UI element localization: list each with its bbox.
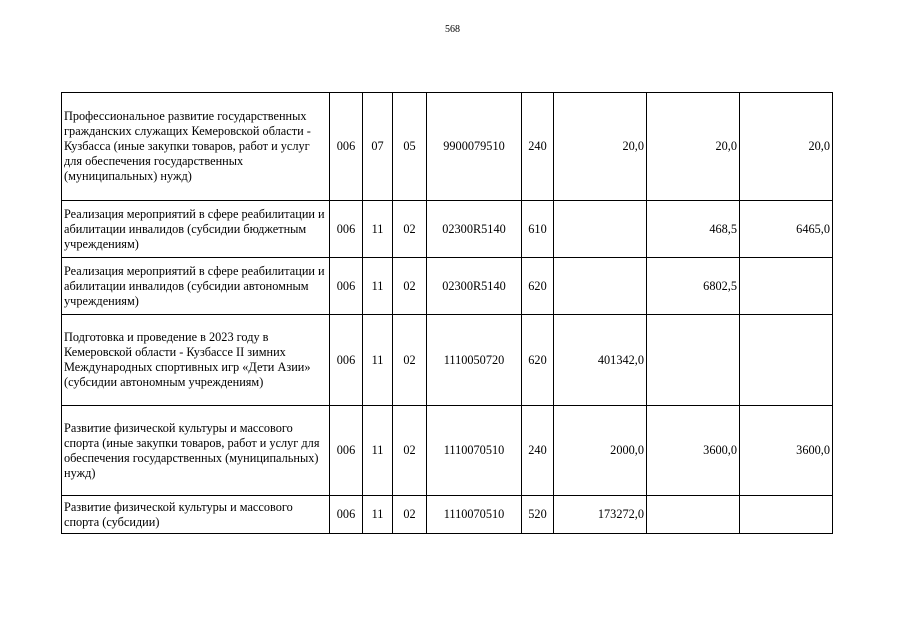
amount-2-cell	[647, 496, 740, 534]
subsection-code-cell: 02	[393, 258, 427, 315]
section-code-cell: 11	[363, 258, 393, 315]
description-cell: Реализация мероприятий в сфере реабилитации и абилитации инвалидов (субсидии автономным учреждениям)	[62, 258, 330, 315]
target-article-cell: 02300R5140	[427, 258, 522, 315]
ministry-code-cell: 006	[330, 93, 363, 201]
amount-3-cell	[740, 258, 833, 315]
amount-2-cell: 6802,5	[647, 258, 740, 315]
ministry-code-cell: 006	[330, 315, 363, 406]
amount-1-cell: 2000,0	[554, 406, 647, 496]
amount-2-cell: 468,5	[647, 201, 740, 258]
amount-3-cell: 3600,0	[740, 406, 833, 496]
ministry-code-cell: 006	[330, 258, 363, 315]
subsection-code-cell: 02	[393, 496, 427, 534]
table-row	[62, 258, 833, 315]
table-row	[62, 496, 833, 534]
expense-type-cell: 240	[522, 93, 554, 201]
description-cell: Реализация мероприятий в сфере реабилитации и абилитации инвалидов (субсидии бюджетным учреждениям)	[62, 201, 330, 258]
amount-1-cell: 173272,0	[554, 496, 647, 534]
target-article-cell: 02300R5140	[427, 201, 522, 258]
ministry-code-cell: 006	[330, 406, 363, 496]
subsection-code-cell: 02	[393, 315, 427, 406]
expense-type-cell: 620	[522, 258, 554, 315]
expense-type-cell: 240	[522, 406, 554, 496]
expense-type-cell: 610	[522, 201, 554, 258]
budget-table	[61, 92, 833, 534]
amount-2-cell	[647, 315, 740, 406]
table-row	[62, 315, 833, 406]
target-article-cell: 1110070510	[427, 496, 522, 534]
amount-1-cell: 20,0	[554, 93, 647, 201]
amount-3-cell: 6465,0	[740, 201, 833, 258]
expense-type-cell: 620	[522, 315, 554, 406]
subsection-code-cell: 02	[393, 201, 427, 258]
subsection-code-cell: 05	[393, 93, 427, 201]
description-cell: Подготовка и проведение в 2023 году в Кемеровской области - Кузбассе II зимних Международных спортивных игр «Дети Азии» (субсидии автономным учреждениям)	[62, 315, 330, 406]
section-code-cell: 11	[363, 406, 393, 496]
page-number: 568	[445, 24, 460, 35]
section-code-cell: 11	[363, 315, 393, 406]
amount-1-cell: 401342,0	[554, 315, 647, 406]
amount-3-cell	[740, 496, 833, 534]
description-cell: Развитие физической культуры и массового спорта (субсидии)	[62, 496, 330, 534]
amount-1-cell	[554, 258, 647, 315]
description-cell: Развитие физической культуры и массового спорта (иные закупки товаров, работ и услуг для обеспечения государственных (муниципальных) нужд)	[62, 406, 330, 496]
table-row	[62, 406, 833, 496]
ministry-code-cell: 006	[330, 201, 363, 258]
section-code-cell: 11	[363, 496, 393, 534]
amount-2-cell: 20,0	[647, 93, 740, 201]
section-code-cell: 11	[363, 201, 393, 258]
section-code-cell: 07	[363, 93, 393, 201]
target-article-cell: 9900079510	[427, 93, 522, 201]
subsection-code-cell: 02	[393, 406, 427, 496]
table-row	[62, 201, 833, 258]
target-article-cell: 1110050720	[427, 315, 522, 406]
amount-2-cell: 3600,0	[647, 406, 740, 496]
description-cell: Профессиональное развитие государственных гражданских служащих Кемеровской области - Кузбасса (иные закупки товаров, работ и услуг для обеспечения государственных (муниципальных) нужд)	[62, 93, 330, 201]
ministry-code-cell: 006	[330, 496, 363, 534]
amount-3-cell	[740, 315, 833, 406]
table-row	[62, 93, 833, 201]
amount-3-cell: 20,0	[740, 93, 833, 201]
amount-1-cell	[554, 201, 647, 258]
expense-type-cell: 520	[522, 496, 554, 534]
target-article-cell: 1110070510	[427, 406, 522, 496]
